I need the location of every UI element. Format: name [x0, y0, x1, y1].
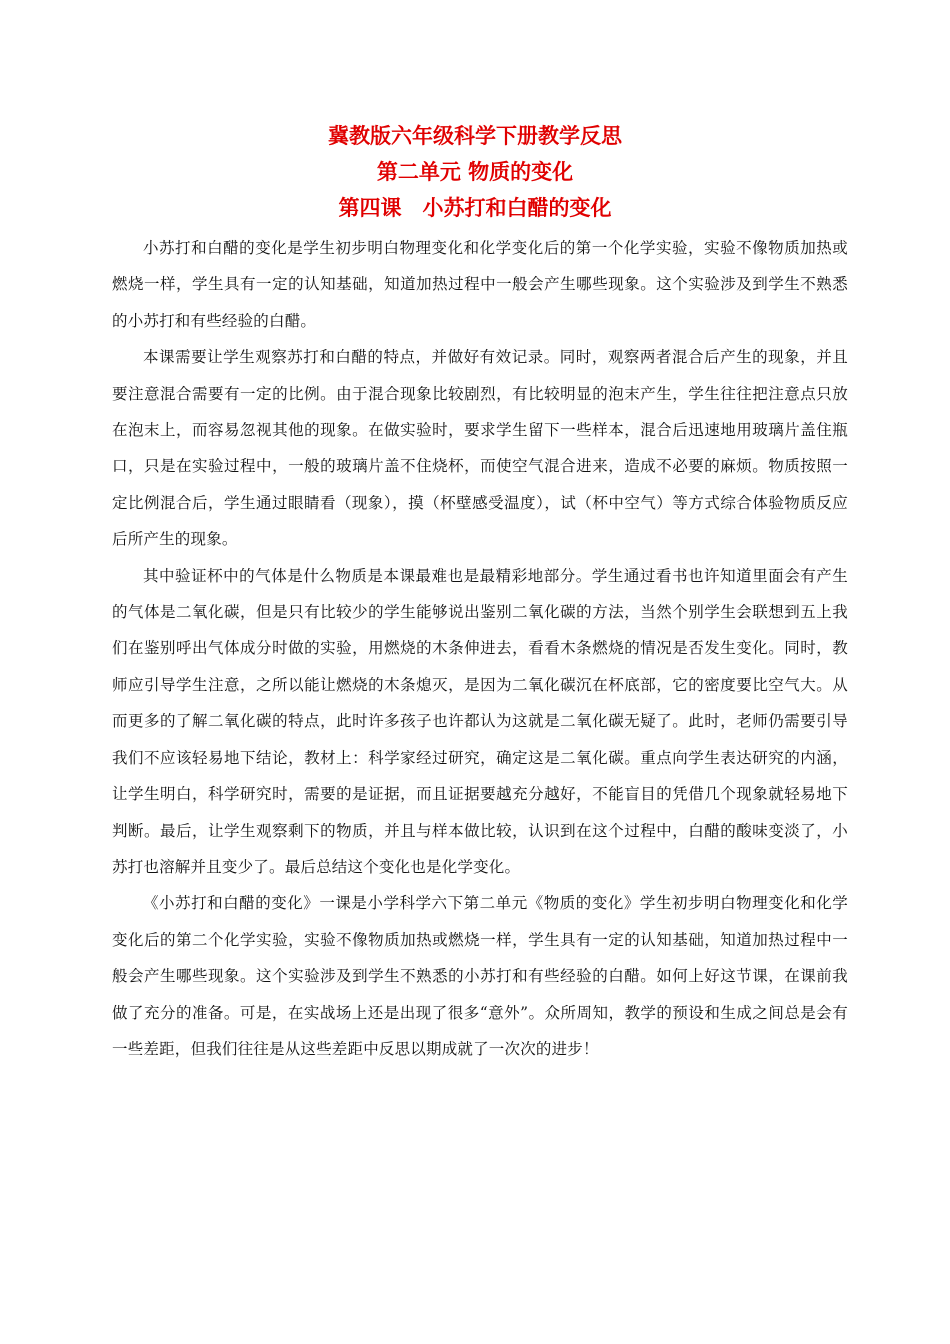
title-block — [0, 118, 950, 226]
unit-title: 第二单元 物质的变化 — [376, 159, 574, 184]
paragraph-3: 其中验证杯中的气体是什么物质是本课最难也是最精彩地部分。学生通过看书也许知道里面会有产生的气体是二氧化碳，但是只有比较少的学生能够说出鉴别二氧化碳的方法，当然个别学生会联想到五上我们在鉴别呼出气体成分时做的实验，用燃烧的木条伸进去，看看木条燃烧的情况是否发生变化。同时，教师应引导学生注意，之所以能让燃烧的木条熄灭，是因为二氧化碳沉在杯底部，它的密度要比空气大。从而更多的了解二氧化碳的特点，此时许多孩子也许都认为这就是二氧化碳无疑了。此时，老师仍需要引导我们不应该轻易地下结论，教材上：科学家经过研究，确定这是二氧化碳。重点向学生表达研究的内涵，让学生明白，科学研究时，需要的是证据，而且证据要越充分越好，不能盲目的凭借几个现象就轻易地下判断。最后，让学生观察剩下的物质，并且与样本做比较，认识到在这个过程中，白醋的酸味变淡了，小苏打也溶解并且变少了。最后总结这个变化也是化学变化。 — [112, 566, 848, 876]
document-title: 冀教版六年级科学下册教学反思 — [328, 123, 622, 148]
paragraph-1: 小苏打和白醋的变化是学生初步明白物理变化和化学变化后的第一个化学实验，实验不像物质加热或燃烧一样，学生具有一定的认知基础，知道加热过程中一般会产生哪些现象。这个实验涉及到学生不熟悉的小苏打和有些经验的白醋。 — [112, 239, 848, 330]
lesson-title: 第四课 小苏打和白醋的变化 — [338, 195, 612, 220]
body-text — [112, 230, 848, 1067]
paragraph-2: 本课需要让学生观察苏打和白醋的特点，并做好有效记录。同时，观察两者混合后产生的现象，并且要注意混合需要有一定的比例。由于混合现象比较剧烈，有比较明显的泡末产生，学生往往把注意点只放在泡末上，而容易忽视其他的现象。在做实验时，要求学生留下一些样本，混合后迅速地用玻璃片盖住瓶口，只是在实验过程中，一般的玻璃片盖不住烧杯，而使空气混合进来，造成不必要的麻烦。物质按照一定比例混合后，学生通过眼睛看（现象），摸（杯壁感受温度），试（杯中空气）等方式综合体验物质反应后所产生的现象。 — [112, 348, 848, 549]
paragraph-4: 《小苏打和白醋的变化》一课是小学科学六下第二单元《物质的变化》学生初步明白物理变化和化学变化后的第二个化学实验，实验不像物质加热或燃烧一样，学生具有一定的认知基础，知道加热过程中一般会产生哪些现象。这个实验涉及到学生不熟悉的小苏打和有些经验的白醋。如何上好这节课，在课前我做了充分的准备。可是，在实战场上还是出现了很多“意外”。众所周知，教学的预设和生成之间总是会有一些差距，但我们往往是从这些差距中反思以期成就了一次次的进步！ — [112, 894, 848, 1058]
